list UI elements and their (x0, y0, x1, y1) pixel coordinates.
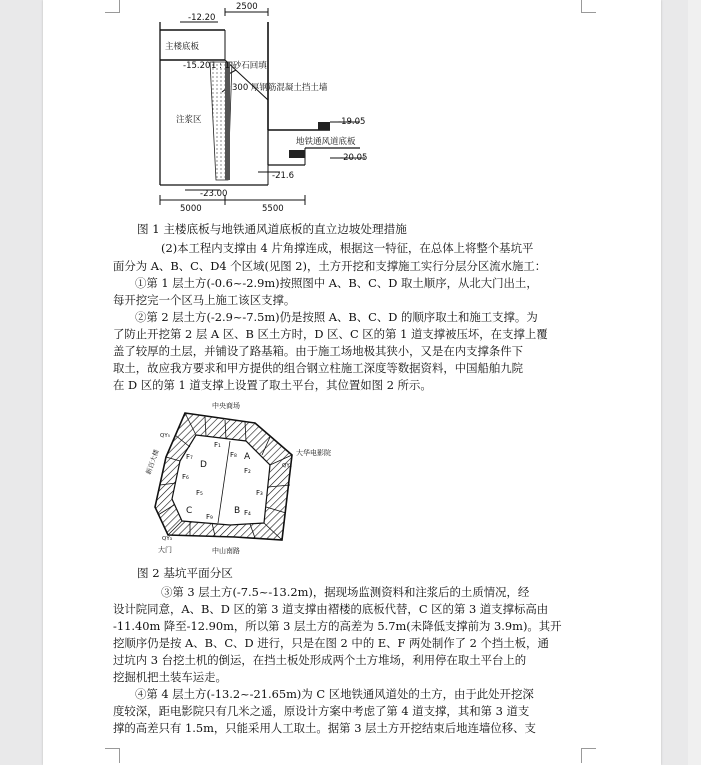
fig1-wall-label: 300 厚钢筋混凝土挡土墙 (232, 83, 328, 93)
fig2-f2: F₂ (244, 467, 251, 475)
fig1-duct-slab: 地铁通风道底板 (296, 137, 356, 147)
paragraph-text: 了防止开挖第 2 层 A 区、B 区土方时，D 区、C 区的第 1 道支撑被压坏，在支撑上覆 (113, 327, 548, 341)
fig2-gate: 大门 (158, 546, 172, 554)
fig2-f5: F₅ (196, 489, 203, 497)
fig1-dim-top: 2500 (236, 2, 258, 12)
page-corner-mark (105, 748, 120, 763)
paragraph-text: 撑的高差只有 1.5m，只能采用人工取土。据第 3 层土方开挖结束后地连墙位移、支 (113, 721, 536, 735)
figure-2-caption: 图 2 基坑平面分区 (137, 566, 233, 580)
paragraph-text: 过坑内 3 台挖土机的倒运，在挡土板处形成两个土方堆场，利用停在取土平台上的 (113, 653, 527, 667)
fig2-f1: F₁ (214, 441, 221, 449)
paragraph-text: ①第 1 层土方(-0.6~-2.9m)按照图中 A、B、C、D 取土顺序，从北大门出土， (135, 276, 538, 290)
paragraph-text: 面分为 A、B、C、D4 个区域(见图 2)，土方开挖和支撑施工实行分层分区流水施工： (113, 259, 547, 273)
fig2-road: 中山南路 (212, 547, 240, 555)
fig2-q3: QY₃ (162, 536, 172, 542)
paragraph-text: 每开挖完一个区马上施工该区支撑。 (113, 293, 296, 307)
fig1-ratio-label: 1 : 1 砂石回填 (211, 61, 267, 71)
fig2-zone-a: A (244, 452, 251, 462)
paragraph-text: ③第 3 层土方(-7.5~-13.2m)，据现场监测资料和注浆后的土质情况，经 (161, 585, 530, 599)
paragraph-text: 设计院同意，A、B、D 区的第 3 道支撑由褶楼的底板代替，C 区的第 3 道支撑标高由 (113, 602, 549, 616)
fig2-f9: F₉ (206, 513, 213, 521)
figure-1-caption: 图 1 主楼底板与地铁通风道底板的直立边坡处理措施 (137, 222, 407, 236)
fig2-cinema: 大华电影院 (296, 449, 331, 457)
fig2-f3: F₃ (256, 489, 263, 497)
fig1-elev-1520: -15.20 (183, 61, 211, 71)
fig2-f7: F₇ (186, 453, 193, 461)
fig1-dim-5000: 5000 (180, 204, 202, 214)
fig1-elev-2005: -20.05 (340, 153, 368, 163)
fig1-main-slab: 主楼底板 (165, 42, 200, 52)
fig2-f4: F₄ (244, 509, 251, 517)
fig2-q1: QY₂ (282, 463, 292, 469)
paragraph-text: 盖了较厚的土层，并铺设了路基箱。由于施工场地极其狭小，又是在内支撑条件下 (113, 344, 524, 358)
fig2-f8: F₈ (230, 451, 237, 459)
paragraph-text: 挖掘机把土装车运走。 (113, 670, 227, 684)
fig1-dim-5500: 5500 (262, 204, 284, 214)
figure-2-drawing (0, 395, 701, 560)
paragraph-text: (2)本工程内支撑由 4 片角撑连成，根据这一特征，在总体上将整个基坑平 (161, 241, 534, 255)
paragraph-text: 度较深，距电影院只有几米之遥，原设计方案中考虑了第 4 道支撑，其和第 3 道支 (113, 704, 530, 718)
fig2-zone-b: B (234, 506, 241, 516)
figure-1-drawing (0, 0, 701, 215)
paragraph-text: 在 D 区的第 1 道支撑上设置了取土平台，其位置如图 2 所示。 (113, 378, 432, 392)
fig1-elev-216: -21.6 (272, 171, 294, 181)
scrollbar[interactable] (688, 0, 701, 765)
fig2-f6: F₆ (182, 473, 189, 481)
fig1-elev-1220: -12.20 (188, 13, 216, 23)
fig1-elev-2300: -23.00 (200, 189, 228, 199)
fig2-zone-c: C (186, 506, 193, 516)
fig2-plaza: 中央商场 (212, 402, 240, 410)
fig2-zone-d: D (200, 460, 207, 470)
fig1-elev-1905: -19.05 (338, 117, 366, 127)
page-corner-mark (581, 748, 596, 763)
fig2-q2: QY₅ (160, 433, 170, 439)
paragraph-text: ④第 4 层土方(-13.2~-21.65m)为 C 区地铁通风道处的土方，由于此处开挖深 (135, 687, 534, 701)
paragraph-text: 取土，故应我方要求和甲方提供的组合钢立柱施工深度等数据资料，中国船舶九院 (113, 361, 524, 375)
paragraph-text: ②第 2 层土方(-2.9~-7.5m)仍是按照 A、B、C、D 的顺序取土和施工支撑。为 (135, 310, 538, 324)
fig1-grout-zone: 注浆区 (176, 115, 202, 125)
paragraph-text: -11.40m 降至-12.90m，所以第 3 层土方的高差为 5.7m(未降低支撑前为 3.9m)。其开 (113, 619, 562, 633)
fig2-hotel: 新百大楼 (144, 448, 161, 476)
paragraph-text: 挖顺序仍是按 A、B、C、D 进行，只是在图 2 中的 E、F 两处制作了 2 个挡土板，通 (113, 636, 549, 650)
